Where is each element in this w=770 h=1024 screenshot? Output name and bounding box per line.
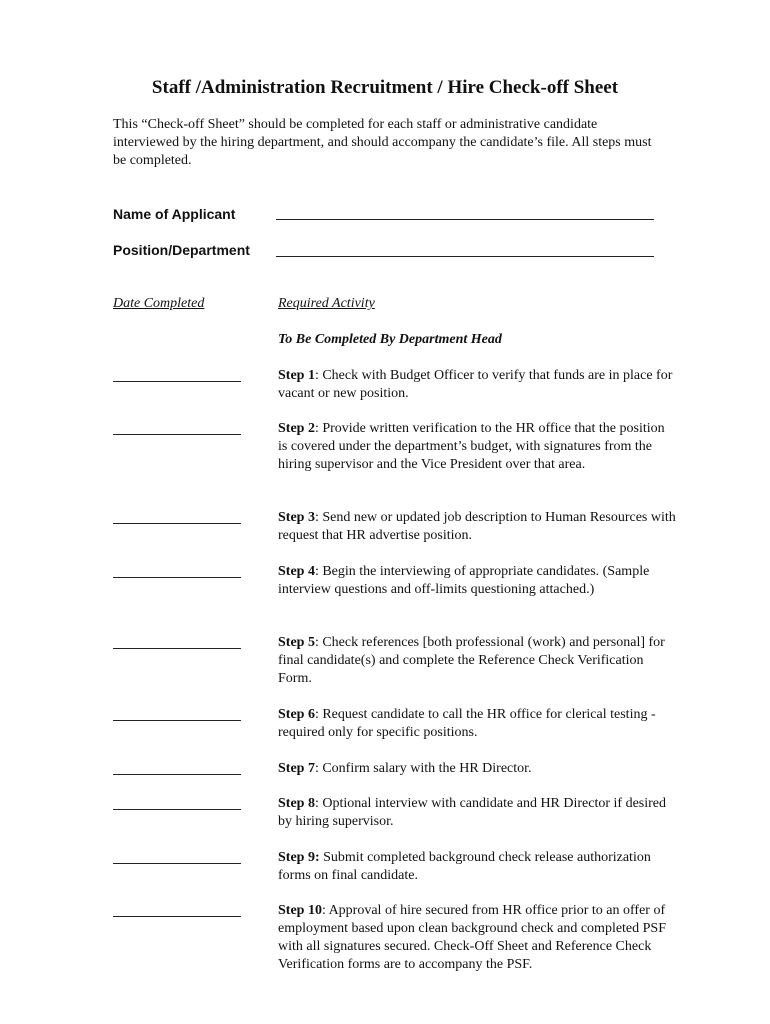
step-description: : Send new or updated job description to Human Resources with request that HR advertise position. [278,510,676,543]
date-completed-line [113,381,241,382]
step-text [278,367,676,403]
date-completed-line [113,720,241,721]
step-number: Step 4 [278,564,315,579]
date-completed-line [113,434,241,435]
step-description: : Provide written verification to the HR office that the position is covered under the department’s budget, with signatures from the hiring supervisor and the Vice President over that area. [278,421,665,472]
step-text [278,760,676,778]
page-title: Staff /Administration Recruitment / Hire Check-off Sheet [151,77,619,98]
step-description: : Request candidate to call the HR office for clerical testing - required only for specific positions. [278,707,656,740]
step-number: Step 1 [278,368,315,383]
step-number: Step 9: [278,850,320,865]
step-text [278,509,676,545]
step-text [278,849,676,885]
date-completed-line [113,523,241,524]
step-description: : Check with Budget Officer to verify that funds are in place for vacant or new position. [278,368,673,401]
step-text [278,795,676,831]
date-completed-line [113,916,241,917]
step-description: : Optional interview with candidate and HR Director if desired by hiring supervisor. [278,796,667,829]
step-description: Submit completed background check release authorization forms on final candidate. [278,850,651,883]
date-completed-line [113,774,241,775]
date-completed-line [113,577,241,578]
step-description: : Approval of hire secured from HR office prior to an offer of employment based upon clean background check and completed PSF with all signatures secured. Check-Off Sheet and Reference Check Verification forms are to accompany the PSF. [278,903,667,972]
step-description: : Begin the interviewing of appropriate candidates. (Sample interview questions and off-limits questioning attached.) [278,564,650,597]
step-number: Step 2 [278,421,315,436]
date-completed-line [113,648,241,649]
step-number: Step 8 [278,796,315,811]
step-text [278,420,676,474]
date-completed-line [113,863,241,864]
step-text [278,563,676,599]
step-number: Step 5 [278,635,315,650]
step-text [278,902,676,974]
intro-paragraph: This “Check-off Sheet” should be completed for each staff or administrative candidate interviewed by the hiring department, and should accompany the candidate’s file. All steps must be completed. [113,117,652,168]
step-number: Step 7 [278,761,315,776]
step-description: : Check references [both professional (work) and personal] for final candidate(s) and complete the Reference Check Verification Form. [278,635,665,686]
applicant-name-line [276,219,654,220]
required-activity-header: Required Activity [278,296,375,311]
section-heading: To Be Completed By Department Head [278,332,502,347]
step-description: : Confirm salary with the HR Director. [314,761,532,776]
step-text [278,634,676,688]
position-department-label: Position/Department [113,242,250,258]
step-number: Step 10 [278,903,322,918]
date-completed-header: Date Completed [113,296,205,311]
applicant-name-label: Name of Applicant [113,206,236,222]
position-department-line [276,256,654,257]
step-number: Step 6 [278,707,315,722]
date-completed-line [113,809,241,810]
step-number: Step 3 [278,510,315,525]
step-text [278,706,676,742]
